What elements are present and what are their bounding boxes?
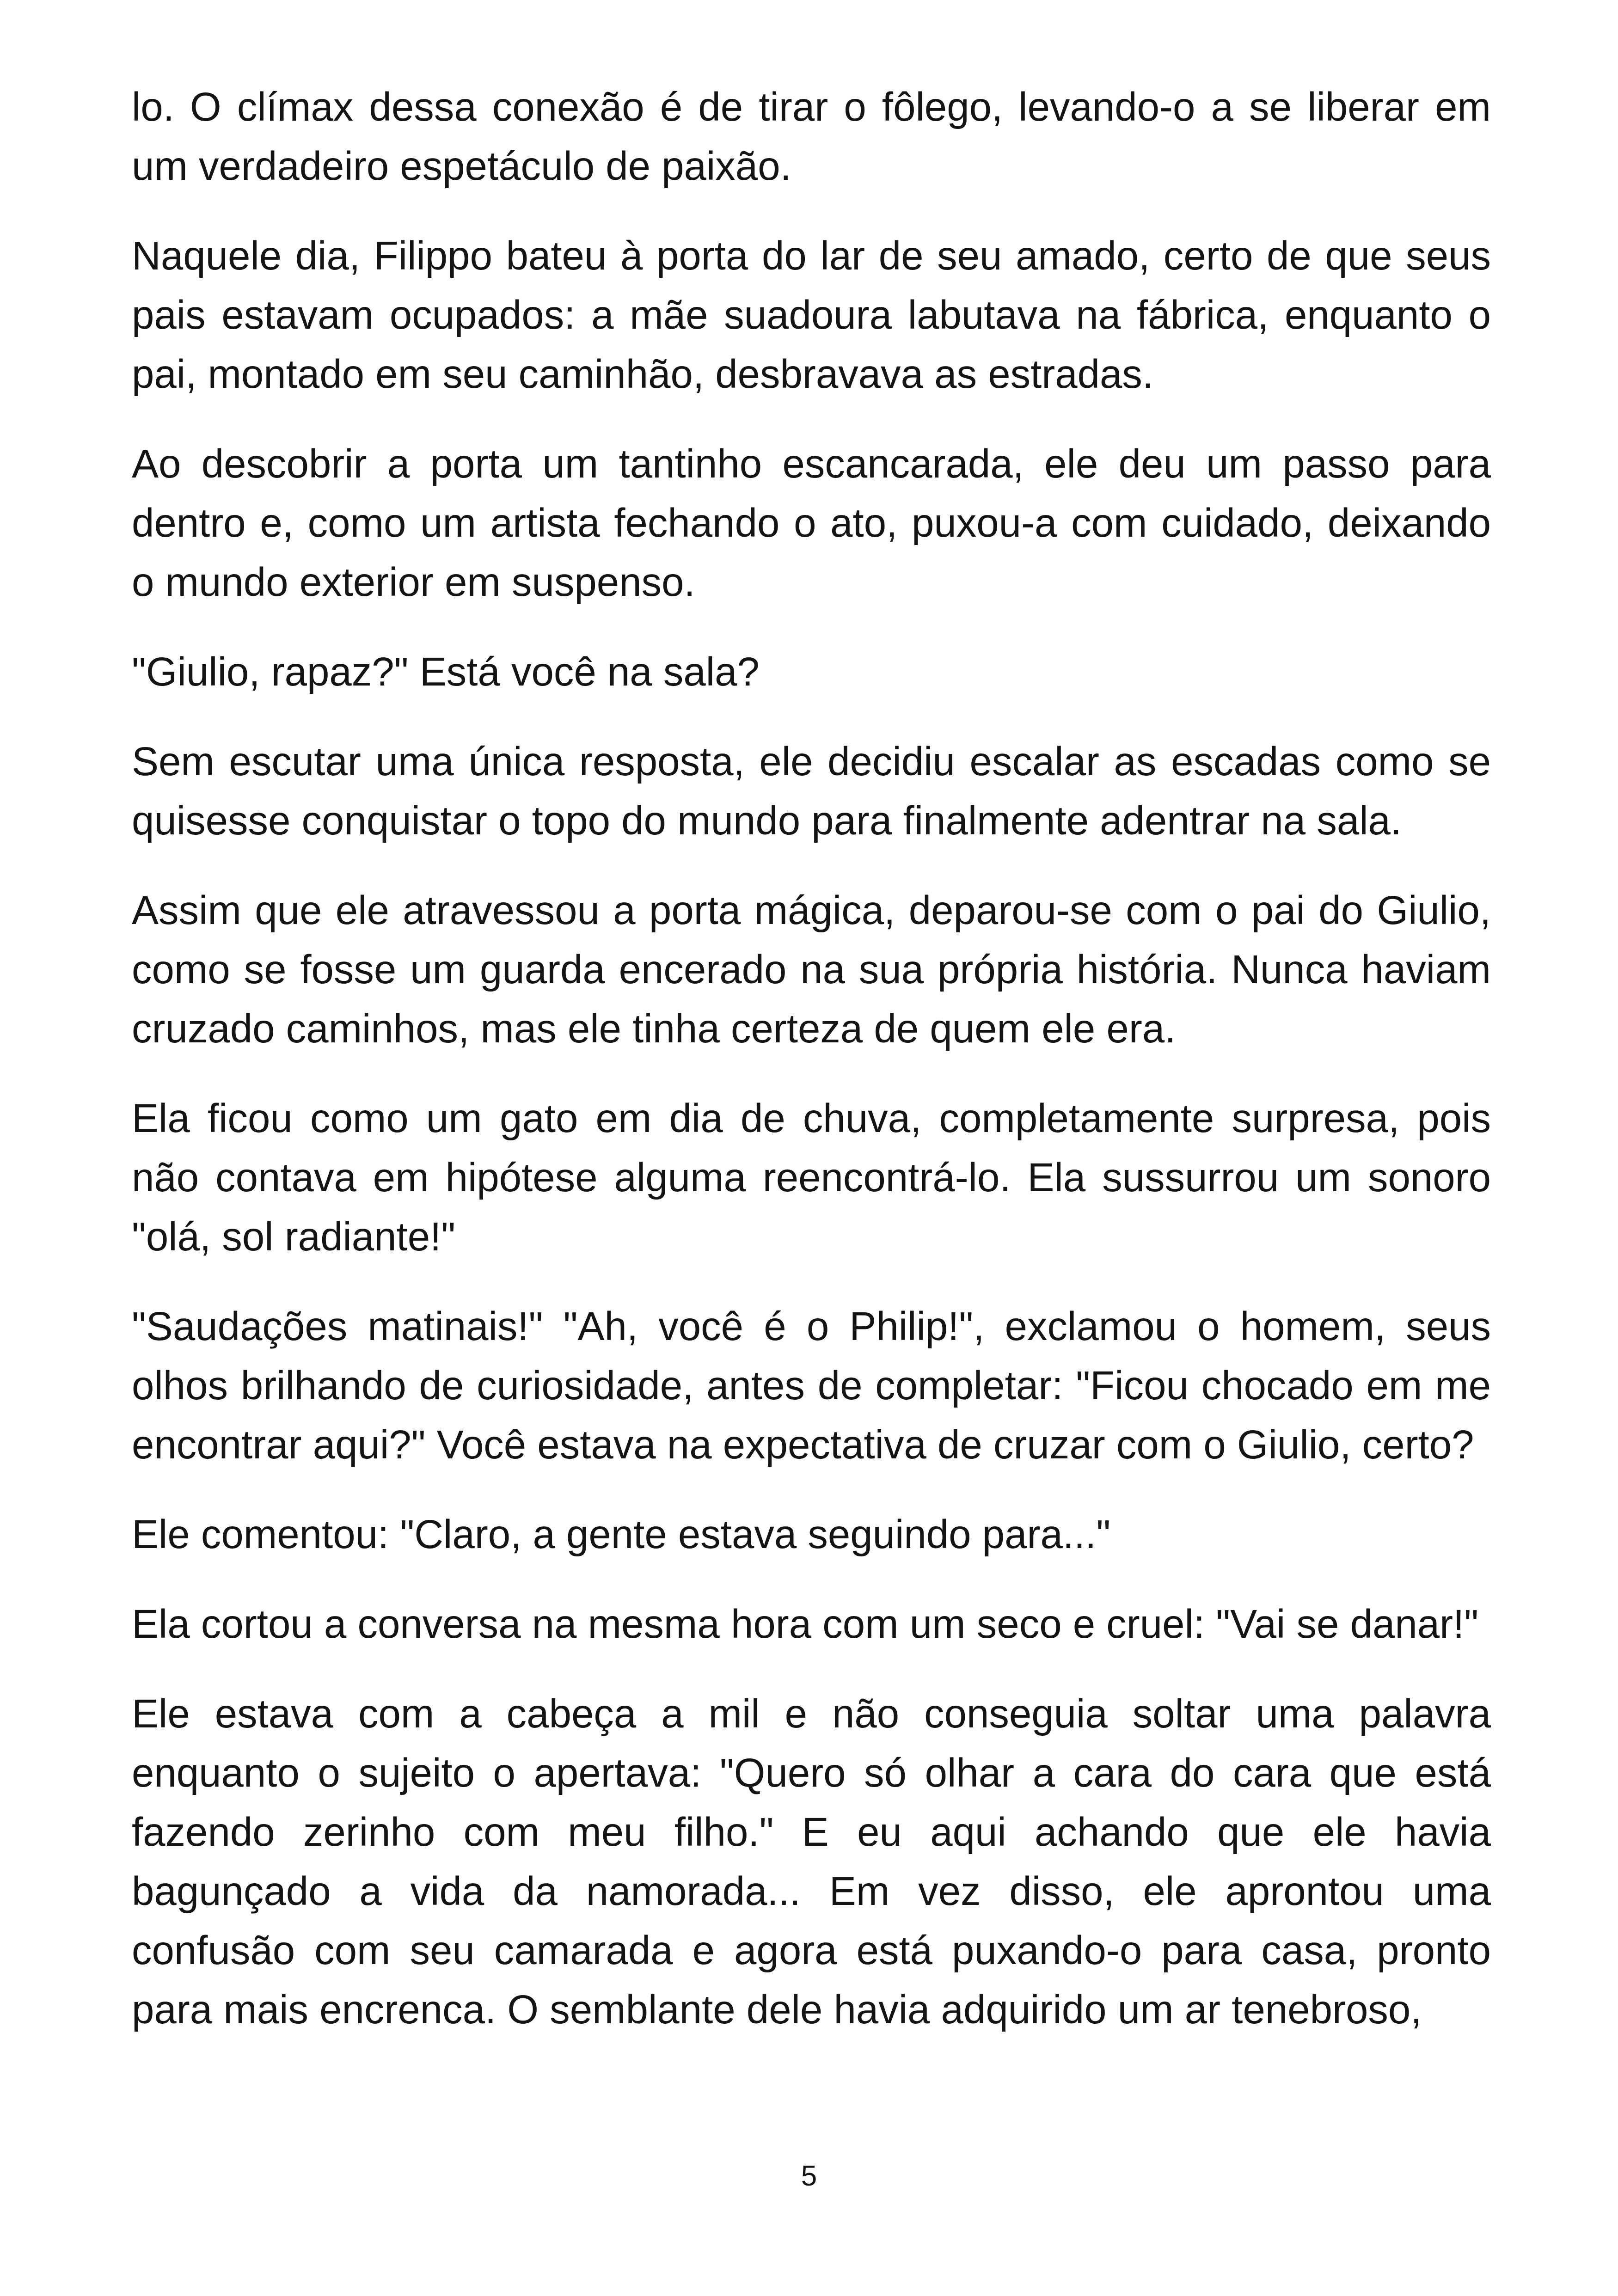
page-body	[132, 78, 1491, 2039]
paragraph-7: Ela ficou como um gato em dia de chuva, completamente surpresa, pois não contava em hipótese alguma reencontrá-lo. Ela sussurrou um sonoro "olá, sol radiante!"	[132, 1096, 1491, 1259]
page-number: 5	[801, 2160, 817, 2192]
paragraph-8: "Saudações matinais!" "Ah, você é o Philip!", exclamou o homem, seus olhos brilhando de curiosidade, antes de completar: "Ficou chocado em me encontrar aqui?" Você estava na expectativa de cruzar com o Giulio, certo?	[132, 1304, 1491, 1467]
paragraph-2: Naquele dia, Filippo bateu à porta do lar de seu amado, certo de que seus pais estavam ocupados: a mãe suadoura labutava na fábrica, enquanto o pai, montado em seu caminhão, desbravava as estradas.	[132, 233, 1491, 397]
paragraph-1: lo. O clímax dessa conexão é de tirar o fôlego, levando-o a se liberar em um verdadeiro espetáculo de paixão.	[132, 85, 1491, 189]
paragraph-10: Ela cortou a conversa na mesma hora com um seco e cruel: "Vai se danar!"	[132, 1602, 1479, 1647]
paragraph-11: Ele estava com a cabeça a mil e não conseguia soltar uma palavra enquanto o sujeito o apertava: "Quero só olhar a cara do cara que está fazendo zerinho com meu filho." E eu aqui achando que ele havia bagunçado a vida da namorada... Em vez disso, ele aprontou uma confusão com seu camarada e agora está puxando-o para casa, pronto para mais encrenca. O semblante dele havia adquirido um ar tenebroso,	[132, 1691, 1491, 2032]
paragraph-3: Ao descobrir a porta um tantinho escancarada, ele deu um passo para dentro e, como um artista fechando o ato, puxou-a com cuidado, deixando o mundo exterior em suspenso.	[132, 441, 1491, 605]
paragraph-9: Ele comentou: "Claro, a gente estava seguindo para..."	[132, 1512, 1111, 1557]
paragraph-5: Sem escutar uma única resposta, ele decidiu escalar as escadas como se quisesse conquistar o topo do mundo para finalmente adentrar na sala.	[132, 739, 1491, 843]
paragraph-6: Assim que ele atravessou a porta mágica, deparou-se com o pai do Giulio, como se fosse um guarda encerado na sua própria história. Nunca haviam cruzado caminhos, mas ele tinha certeza de quem ele era.	[132, 888, 1491, 1051]
paragraph-4: "Giulio, rapaz?" Está você na sala?	[132, 649, 760, 694]
